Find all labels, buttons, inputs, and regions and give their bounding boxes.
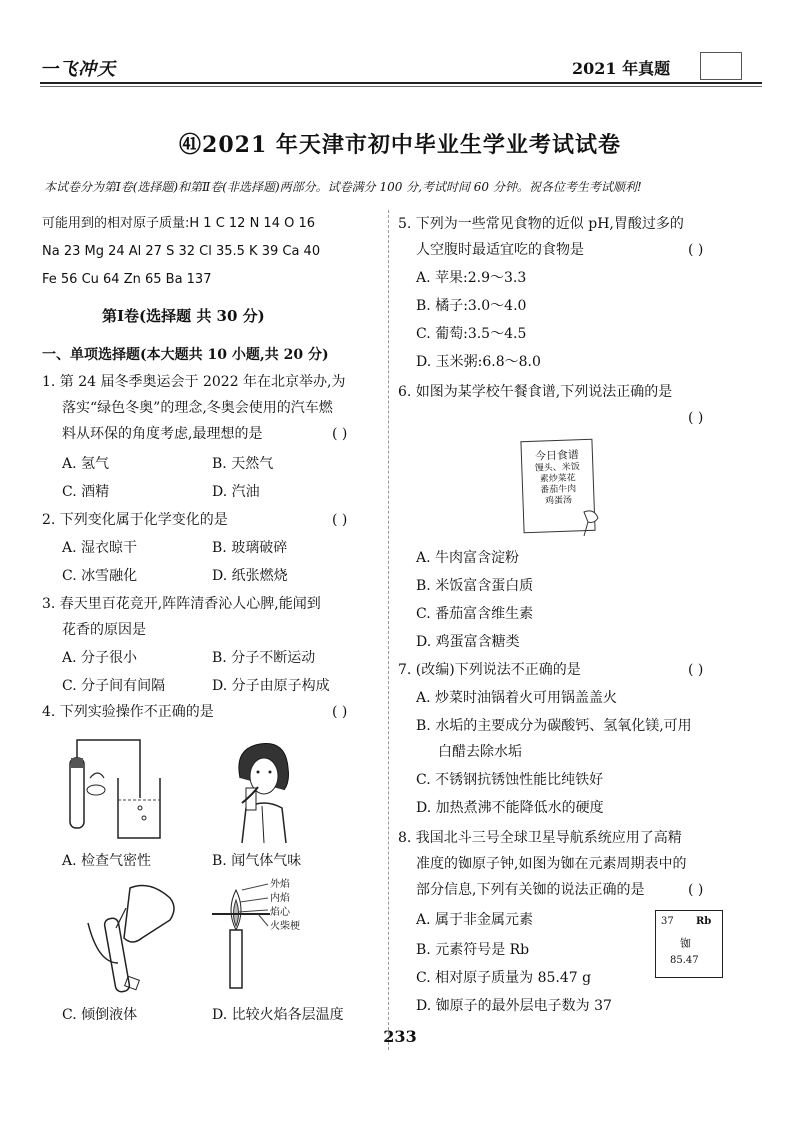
paper-intro: 本试卷分为第Ⅰ卷(选择题)和第Ⅱ卷(非选择题)两部分。试卷满分 100 分,考试时间 60 分钟。祝各位考生考试顺利! — [44, 180, 642, 194]
q4-stem: 4. 下列实验操作不正确的是 — [42, 704, 214, 720]
q1-option: D. 汽油 — [212, 484, 260, 500]
flame-label-inner: 内焰 — [270, 893, 290, 904]
q6-option: C. 番茄富含维生素 — [416, 606, 534, 622]
q7-option: C. 不锈钢抗锈蚀性能比纯铁好 — [416, 772, 604, 788]
q1-option: A. 氢气 — [62, 456, 110, 472]
q8-option: B. 元素符号是 Rb — [416, 942, 530, 958]
answer-paren: ( ) — [332, 704, 348, 720]
element-symbol: Rb — [696, 916, 712, 927]
q3-stem: 花香的原因是 — [62, 622, 146, 638]
menu-pushpin-icon — [580, 508, 602, 538]
q6-option: A. 牛肉富含淀粉 — [416, 550, 520, 566]
q7-option-cont: 白醋去除水垢 — [438, 744, 522, 760]
q4-caption-c: C. 倾倒液体 — [62, 1007, 138, 1023]
flame-label-core: 焰心 — [270, 907, 290, 918]
paper-title: ㊶2021 年天津市初中毕业生学业考试试卷 — [179, 132, 621, 158]
q1-option: C. 酒精 — [62, 484, 110, 500]
publisher-logo — [700, 52, 742, 80]
element-mass: 85.47 — [670, 955, 699, 966]
q6-option: D. 鸡蛋富含糖类 — [416, 634, 520, 650]
answer-paren: ( ) — [688, 882, 704, 898]
flame-label-match: 火柴梗 — [270, 921, 300, 932]
q1-stem: 料从环保的角度考虑,最理想的是 — [62, 426, 263, 442]
atomic-mass-line: Na 23 Mg 24 Al 27 S 32 Cl 35.5 K 39 Ca 40 — [42, 244, 321, 259]
atomic-mass-line: 可能用到的相对原子质量:H 1 C 12 N 14 O 16 — [42, 216, 316, 231]
q2-option: C. 冰雪融化 — [62, 568, 138, 584]
header-rule-thin — [40, 86, 762, 87]
q2-option: B. 玻璃破碎 — [212, 540, 288, 556]
menu-item: 素炒菜花 — [539, 473, 576, 485]
menu-item: 鸡蛋汤 — [544, 495, 573, 507]
q8-stem: 8. 我国北斗三号全球卫星导航系统应用了高精 — [398, 830, 682, 846]
q3-option: D. 分子由原子构成 — [212, 678, 330, 694]
q8-stem: 准度的铷原子钟,如图为铷在元素周期表中的 — [416, 856, 687, 872]
answer-paren: ( ) — [332, 426, 348, 442]
pouring-liquid-figure — [70, 878, 190, 998]
year-label: 2021 年真题 — [572, 59, 671, 78]
flame-labels — [270, 878, 300, 934]
q3-option: B. 分子不断运动 — [212, 650, 316, 666]
brand-logo-text: 一飞冲天 — [40, 59, 116, 80]
q6-option: B. 米饭富含蛋白质 — [416, 578, 534, 594]
element-name: 铷 — [680, 937, 691, 950]
q7-option: A. 炒菜时油锅着火可用锅盖盖火 — [416, 690, 618, 706]
q3-option: C. 分子间有间隔 — [62, 678, 166, 694]
part-title: 一、单项选择题(本大题共 10 小题,共 20 分) — [42, 347, 329, 363]
answer-paren: ( ) — [332, 512, 348, 528]
q8-stem: 部分信息,下列有关铷的说法正确的是 — [416, 882, 645, 898]
q5-option: A. 苹果:2.9～3.3 — [416, 270, 527, 286]
flame-label-outer: 外焰 — [270, 879, 290, 890]
q5-option: D. 玉米粥:6.8～8.0 — [416, 354, 541, 370]
q5-stem: 人空腹时最适宜吃的食物是 — [416, 242, 584, 258]
q1-stem: 1. 第 24 届冬季奥运会于 2022 年在北京举办,为 — [42, 374, 346, 390]
page-number: 233 — [383, 1027, 417, 1046]
answer-paren: ( ) — [688, 242, 704, 258]
answer-paren: ( ) — [688, 662, 704, 678]
candle-flame-figure — [208, 880, 328, 1000]
q7-option: B. 水垢的主要成分为碳酸钙、氢氧化镁,可用 — [416, 718, 692, 734]
q6-stem: 6. 如图为某学校午餐食谱,下列说法正确的是 — [398, 384, 673, 400]
q8-option: D. 铷原子的最外层电子数为 37 — [416, 998, 612, 1014]
q4-caption-a: A. 检查气密性 — [62, 853, 152, 869]
q2-option: D. 纸张燃烧 — [212, 568, 288, 584]
q5-stem: 5. 下列为一些常见食物的近似 pH,胃酸过多的 — [398, 216, 684, 232]
q3-option: A. 分子很小 — [62, 650, 138, 666]
q5-option: C. 葡萄:3.5～4.5 — [416, 326, 527, 342]
rubidium-element-card — [655, 910, 723, 978]
q1-stem: 落实“绿色冬奥”的理念,冬奥会使用的汽车燃 — [62, 400, 333, 416]
q7-stem: 7. (改编)下列说法不正确的是 — [398, 662, 581, 678]
q4-caption-d: D. 比较火焰各层温度 — [212, 1007, 344, 1023]
q5-option: B. 橘子:3.0～4.0 — [416, 298, 527, 314]
header-rule — [40, 82, 762, 84]
airtightness-apparatus-figure — [60, 728, 170, 843]
column-divider — [388, 210, 389, 1050]
person-smelling-figure — [212, 728, 312, 843]
answer-paren: ( ) — [688, 410, 704, 426]
q7-option: D. 加热煮沸不能降低水的硬度 — [416, 800, 604, 816]
q2-stem: 2. 下列变化属于化学变化的是 — [42, 512, 228, 528]
q8-option: C. 相对原子质量为 85.47 g — [416, 970, 592, 986]
menu-item: 馒头、米饭 — [534, 462, 581, 474]
menu-item: 番茄牛肉 — [539, 484, 577, 496]
section-title: 第Ⅰ卷(选择题 共 30 分) — [102, 307, 265, 325]
q3-stem: 3. 春天里百花竞开,阵阵清香沁人心脾,能闻到 — [42, 596, 321, 612]
q1-option: B. 天然气 — [212, 456, 274, 472]
atomic-mass-line: Fe 56 Cu 64 Zn 65 Ba 137 — [42, 272, 212, 287]
q2-option: A. 湿衣晾干 — [62, 540, 138, 556]
menu-title: 今日食谱 — [534, 448, 580, 463]
q4-caption-b: B. 闻气体气味 — [212, 853, 302, 869]
q8-option: A. 属于非金属元素 — [416, 912, 534, 928]
element-number: 37 — [661, 916, 674, 927]
